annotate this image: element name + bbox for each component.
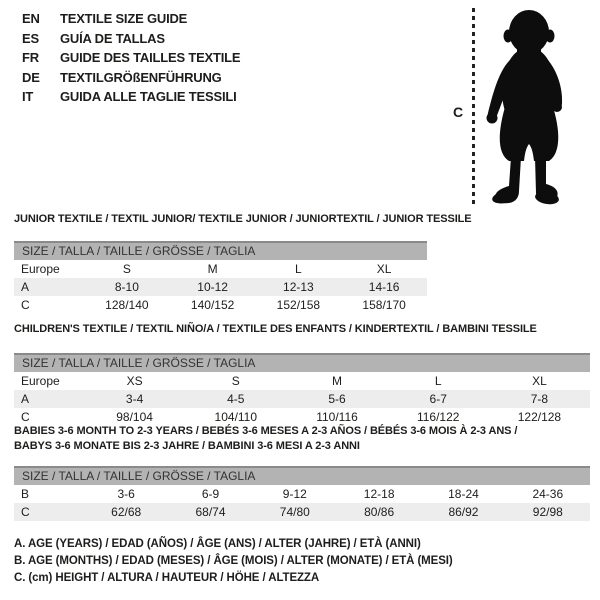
row-label: Europe <box>21 262 60 276</box>
table-cell: 4-5 <box>227 392 245 406</box>
table-cell: 3-4 <box>125 392 144 406</box>
language-code: DE <box>22 69 40 85</box>
size-table-rows <box>14 485 590 521</box>
table-cell: 6-9 <box>201 487 220 501</box>
table-cell: 74/80 <box>279 505 310 519</box>
section-title <box>14 212 472 227</box>
language-title: TEXTILE SIZE GUIDE <box>60 11 188 27</box>
table-cell: 62/68 <box>111 505 142 519</box>
table-cell: M <box>207 262 218 276</box>
table-cell: 116/122 <box>416 410 460 424</box>
table-cell: 110/116 <box>316 410 358 424</box>
size-table-header: SIZE / TALLA / TAILLE / GRÖSSE / TAGLIA <box>14 241 427 260</box>
language-code: EN <box>22 11 40 27</box>
table-row <box>14 390 590 408</box>
row-label: C <box>21 410 30 424</box>
table-cell: 152/158 <box>276 298 321 312</box>
table-cell: 6-7 <box>429 392 447 406</box>
row-label: C <box>21 505 30 519</box>
size-table-header: SIZE / TALLA / TAILLE / GRÖSSE / TAGLIA <box>14 353 590 372</box>
section-title-line: BABIES 3-6 MONTH TO 2-3 YEARS / BEBÉS 3-6 MESES A 2-3 AÑOS / BÉBÉS 3-6 MOIS À 2-3 ANS / <box>14 425 518 437</box>
language-title: TEXTILGRÖßENFÜHRUNG <box>60 69 222 85</box>
footnote: A. AGE (YEARS) / EDAD (AÑOS) / ÂGE (ANS) / ALTER (JAHRE) / ETÀ (ANNI) <box>14 538 421 550</box>
language-title: GUIDE DES TAILLES TEXTILE <box>60 50 241 66</box>
row-label: B <box>21 487 30 501</box>
table-cell: 12-18 <box>363 487 395 501</box>
height-measure-label: C <box>452 104 464 120</box>
table-row <box>14 485 590 503</box>
table-cell: 9-12 <box>282 487 307 501</box>
size-table-rows <box>14 260 427 314</box>
language-code: ES <box>22 30 39 46</box>
footnotes <box>14 536 453 587</box>
table-cell: 24-36 <box>532 487 564 501</box>
size-section <box>14 424 590 521</box>
footnote: C. (cm) HEIGHT / ALTURA / HAUTEUR / HÖHE / ALTEZZA <box>14 572 320 584</box>
row-label: A <box>21 280 30 294</box>
language-title: GUÍA DE TALLAS <box>60 30 165 46</box>
table-cell: 14-16 <box>368 280 400 294</box>
table-cell: 98/104 <box>116 410 153 424</box>
size-sections <box>14 0 590 600</box>
table-cell: 7-8 <box>530 392 549 406</box>
footnote: B. AGE (MONTHS) / EDAD (MESES) / ÂGE (MOIS) / ALTER (MONATE) / ETÀ (MESI) <box>14 555 453 567</box>
section-title-line: JUNIOR TEXTILE / TEXTIL JUNIOR/ TEXTILE JUNIOR / JUNIORTEXTIL / JUNIOR TESSILE <box>14 213 472 225</box>
table-cell: 5-6 <box>328 392 346 406</box>
table-cell: 10-12 <box>197 280 228 294</box>
table-row <box>14 503 590 521</box>
language-title: GUIDA ALLE TAGLIE TESSILI <box>60 89 237 105</box>
table-cell: S <box>122 262 131 276</box>
table-cell: L <box>295 262 302 276</box>
table-cell: 18-24 <box>448 487 479 501</box>
table-cell: L <box>434 374 442 388</box>
table-cell: 3-6 <box>117 487 135 501</box>
table-cell: 12-13 <box>283 280 314 294</box>
table-row <box>14 278 427 296</box>
table-cell: 68/74 <box>195 505 226 519</box>
table-cell: 122/128 <box>517 410 562 424</box>
table-cell: 140/152 <box>190 298 235 312</box>
table-cell: 86/92 <box>448 505 479 519</box>
language-code: IT <box>22 89 34 105</box>
size-section <box>14 212 472 314</box>
section-title-line: BABYS 3-6 MONATE BIS 2-3 JAHRE / BAMBINI 3-6 MESI A 2-3 ANNI <box>14 440 360 452</box>
table-cell: 92/98 <box>532 505 563 519</box>
table-cell: 128/140 <box>105 298 149 312</box>
size-table <box>14 241 427 314</box>
table-cell: S <box>231 374 240 388</box>
section-title <box>14 424 590 454</box>
row-label: Europe <box>21 374 60 388</box>
row-label: C <box>21 298 30 312</box>
language-code: FR <box>22 50 39 66</box>
table-cell: 104/110 <box>214 410 258 424</box>
size-section <box>14 322 590 426</box>
size-table-rows <box>14 372 590 426</box>
table-cell: 158/170 <box>362 298 406 312</box>
size-table-header: SIZE / TALLA / TAILLE / GRÖSSE / TAGLIA <box>14 466 590 485</box>
row-label: A <box>21 392 30 406</box>
table-cell: XL <box>532 374 547 388</box>
table-cell: 80/86 <box>364 505 395 519</box>
table-row <box>14 260 427 278</box>
table-cell: XS <box>126 374 143 388</box>
section-title-line: CHILDREN'S TEXTILE / TEXTIL NIÑO/A / TEXTILE DES ENFANTS / KINDERTEXTIL / BAMBINI TESSILE <box>14 323 537 335</box>
table-cell: M <box>332 374 342 388</box>
size-table <box>14 353 590 426</box>
table-cell: XL <box>376 262 392 276</box>
table-cell: 8-10 <box>114 280 139 294</box>
section-title <box>14 322 590 337</box>
table-row <box>14 372 590 390</box>
table-row <box>14 296 427 314</box>
size-table <box>14 466 590 521</box>
